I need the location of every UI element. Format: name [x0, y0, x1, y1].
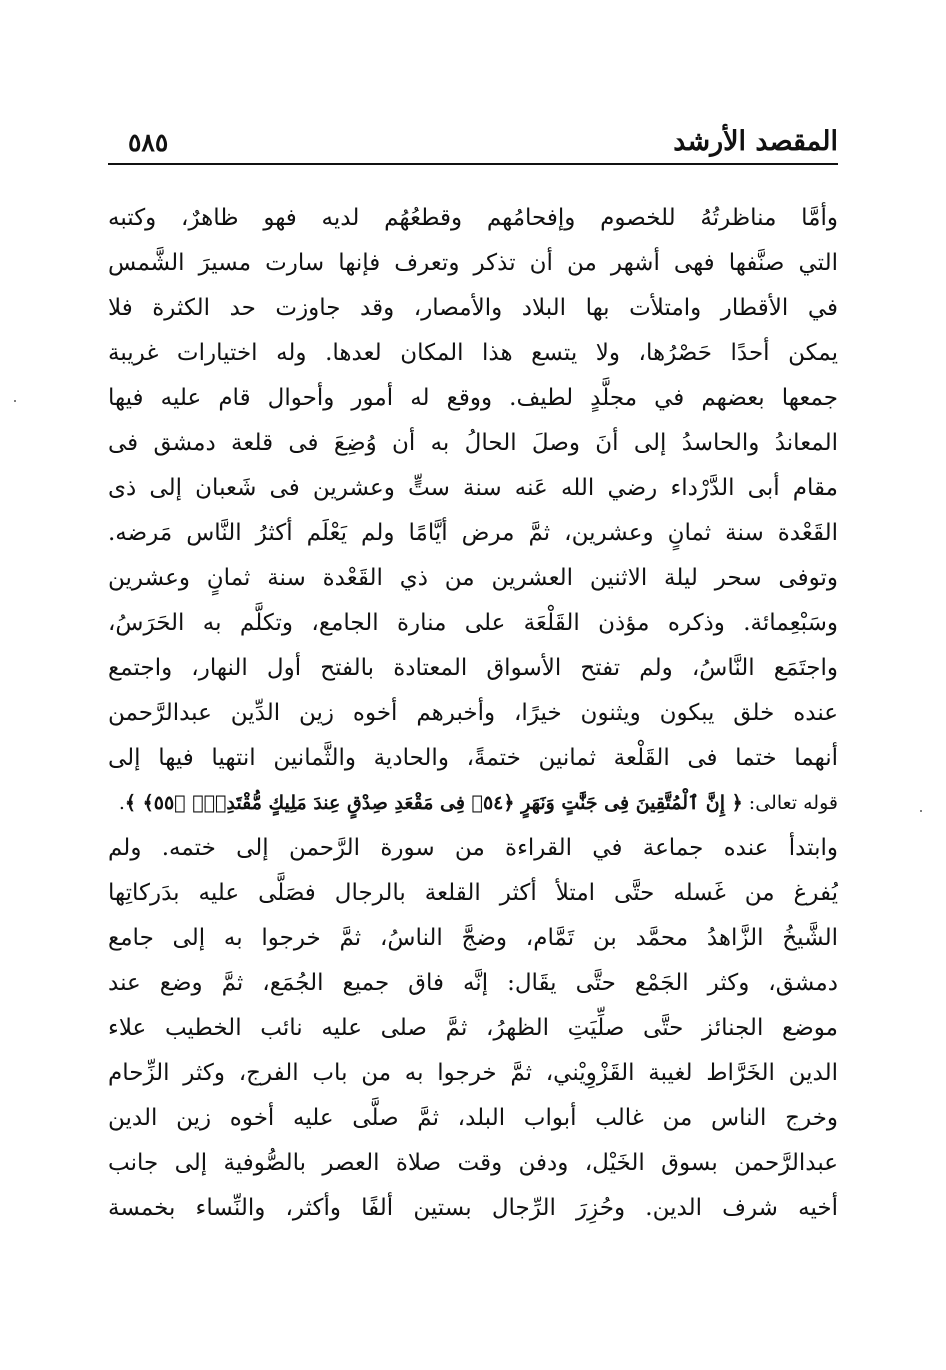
text-line: عنده خلق يبكون ويثنون خيرًا، وأخبرهم أخوه زين الدِّين عبدالرَّحمن [108, 700, 838, 726]
text-line: الدين الخَرَّاط لغيبة القَزْوِيْني، ثمَّ خرجوا به من باب الفرج، وكثر الزِّحام [108, 1060, 838, 1086]
quran-citation-line [108, 781, 838, 825]
text-line: وأمَّا مناظرتُهُ للخصوم وإفحامُهم وقطعُهُم لديه فهو ظاهرٌ، وكتبه [108, 205, 838, 231]
citation-prefix: قوله تعالى: [742, 792, 838, 814]
text-line: في الأقطار وامتلأت بها البلاد والأمصار، وقد جاوزت حد الكثرة فلا [108, 295, 838, 321]
text-line: وسَبْعِمائة. وذكره مؤذن القَلْعَة على منارة الجامع، وتكلَّم به الحَرَسُ، [108, 610, 838, 636]
running-title: المقصد الأرشد [673, 126, 838, 157]
text-line: جمعها بعضهم في مجلَّدٍ لطيف. ووقع له أمور وأحوال قام عليه فيها [108, 385, 838, 411]
scan-speck [920, 810, 922, 812]
text-line: يُفرغ من غَسله حتَّى امتلأ أكثر القلعة بالرجال فصَلَّى عليه بدَركاتِها [108, 880, 838, 906]
text-line: التي صنَّفها فهى أشهر من أن تذكر وتعرف فإنها سارت مسيرَ الشَّمس [108, 250, 838, 276]
page-header [108, 122, 838, 162]
text-line: مقام أبى الدَّرْداء رضي الله عَنه سنة ستٍّ وعشرين فى شَعبان إلى ذى [108, 475, 838, 501]
text-line: الشَّيخُ الزَّاهدُ محمَّد بن تَمَّام، وضجَّ الناسُ، ثمَّ خرجوا به إلى جامع [108, 925, 838, 951]
text-line: وتوفى سحر ليلة الاثنين العشرين من ذي القَعْدة سنة ثمانٍ وعشرين [108, 565, 838, 591]
quran-verse: ﴿ إِنَّ ٱلْمُتَّقِينَ فِى جَنَّٰتٍ وَنَهَرٍ ﴿٥٤﴾ فِى مَقْعَدِ صِدْقٍ عِندَ مَلِيكٍ مُّقْتَدِرٍۭ ﴿٥٥﴾ ﴾ [124, 792, 743, 814]
text-line: وخرج الناس من غالب أبواب البلد، ثمَّ صلَّى عليه أخوه زين الدين [108, 1105, 838, 1131]
text-line: عبدالرَّحمن بسوق الخَيْل، ودفن وقت صلاة العصر بالصُّوفية إلى جانب [108, 1150, 838, 1176]
text-line: أنهما ختما فى القَلْعة ثمانين ختمةً، والحادية والثَّمانين انتهيا فيها إلى [108, 745, 838, 771]
citation-suffix: . [118, 792, 125, 814]
text-line: المعاندُ والحاسدُ إلى أنَ وصلَ الحالُ به أن وُضِعَ فى قلعة دمشق فى [108, 430, 838, 456]
text-line: موضع الجنائز حتَّى صلِّيَتِ الظهرُ، ثمَّ صلى عليه نائب الخطيب علاء [108, 1015, 838, 1041]
text-line: يمكن أحدًا حَصْرُها، ولا يتسع هذا المكان لعدها. وله اختيارات غريبة [108, 340, 838, 366]
text-line: أخيه شرف الدين. وحُزِرَ الرِّجال بستين ألفًا وأكثر، والنِّساء بخمسة [108, 1195, 838, 1221]
scan-speck [14, 400, 16, 402]
header-rule [108, 163, 838, 165]
text-line: واجتَمَع النَّاسُ، ولم تفتح الأسواق المعتادة بالفتح أول النهار، واجتمع [108, 655, 838, 681]
text-line: دمشق، وكثر الجَمْع حتَّى يقَال: إنَّه فاق جميع الجُمَع، ثمَّ وضع عند [108, 970, 838, 996]
text-line: وابتدأ عنده جماعة في القراءة من سورة الرَّحمن إلى ختمه. ولم [108, 835, 838, 861]
page-number: ٥٨٥ [128, 128, 169, 157]
text-line: القَعْدة سنة ثمانٍ وعشرين، ثمَّ مرض أيَّامًا ولم يَعْلَم أكثرُ النَّاس مَرضه. [108, 520, 838, 546]
